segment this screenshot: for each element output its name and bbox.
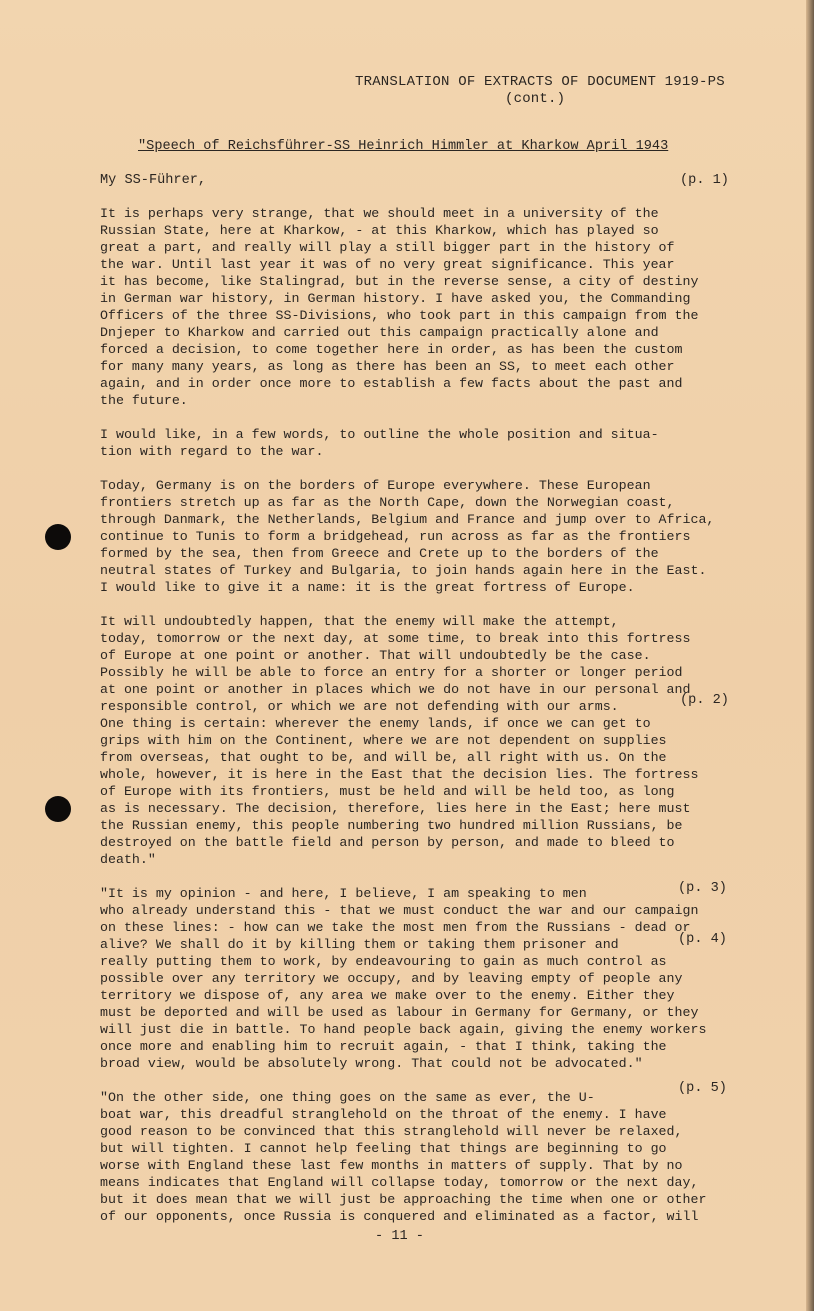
punch-hole xyxy=(45,796,71,822)
paragraph xyxy=(100,1089,740,1225)
text-line: Officers of the three SS-Divisions, who took part in this campaign from the xyxy=(100,308,699,323)
text-line: once more and enabling him to recruit again, - that I think, taking the xyxy=(100,1039,667,1054)
text-line: I would like to give it a name: it is the great fortress of Europe. xyxy=(100,580,635,595)
document-header xyxy=(355,74,735,108)
punch-hole xyxy=(45,524,71,550)
page-ref-4: (p. 4) xyxy=(678,932,727,947)
paragraph xyxy=(100,205,740,409)
paragraph xyxy=(100,613,740,868)
salutation: My SS-Führer, xyxy=(100,173,207,188)
text-line: whole, however, it is here in the East that the decision lies. The fortress xyxy=(100,767,699,782)
text-line: frontiers stretch up as far as the North Cape, down the Norwegian coast, xyxy=(100,495,675,510)
text-line: tion with regard to the war. xyxy=(100,444,324,459)
text-line: broad view, would be absolutely wrong. That could not be advocated." xyxy=(100,1056,643,1071)
text-line: Dnjeper to Kharkow and carried out this campaign practically alone and xyxy=(100,325,659,340)
text-line: the future. xyxy=(100,393,188,408)
text-line: Possibly he will be able to force an entry for a shorter or longer period xyxy=(100,665,683,680)
text-line: as is necessary. The decision, therefore, lies here in the East; here must xyxy=(100,801,691,816)
header-continued: (cont.) xyxy=(505,91,566,107)
text-line: neutral states of Turkey and Bulgaria, to join hands again here in the East. xyxy=(100,563,707,578)
text-line: responsible control, or which we are not defending with our arms. xyxy=(100,699,619,714)
text-line: it has become, like Stalingrad, but in the reverse sense, a city of destiny xyxy=(100,274,699,289)
page-ref-5: (p. 5) xyxy=(678,1081,727,1096)
text-line: territory we dispose of, any area we make over to the enemy. Either they xyxy=(100,988,675,1003)
text-line: means indicates that England will collapse today, tomorrow or the next day, xyxy=(100,1175,699,1190)
text-line: the war. Until last year it was of no very great significance. This year xyxy=(100,257,675,272)
text-line: alive? We shall do it by killing them or taking them prisoner and xyxy=(100,937,619,952)
text-line: good reason to be convinced that this stranglehold will never be relaxed, xyxy=(100,1124,683,1139)
text-line: grips with him on the Continent, where we are not dependent on supplies xyxy=(100,733,667,748)
paragraph xyxy=(100,426,740,460)
text-line: from overseas, that ought to be, and will be, all right with us. On the xyxy=(100,750,667,765)
text-line: Today, Germany is on the borders of Europe everywhere. These European xyxy=(100,478,651,493)
text-line: really putting them to work, by endeavouring to gain as much control as xyxy=(100,954,667,969)
text-line: It will undoubtedly happen, that the enemy will make the attempt, xyxy=(100,614,619,629)
text-line: continue to Tunis to form a bridgehead, run across as far as the frontiers xyxy=(100,529,691,544)
text-line: "On the other side, one thing goes on the same as ever, the U- xyxy=(100,1090,595,1105)
text-line: great a part, and really will play a still bigger part in the history of xyxy=(100,240,675,255)
text-line: must be deported and will be used as labour in Germany for Germany, or they xyxy=(100,1005,699,1020)
text-line: will just die in battle. To hand people back again, giving the enemy workers xyxy=(100,1022,707,1037)
text-line: of our opponents, once Russia is conquered and eliminated as a factor, will xyxy=(100,1209,699,1224)
text-line: worse with England these last few months in matters of supply. That by no xyxy=(100,1158,683,1173)
text-line: at one point or another in places which we do not have in our personal and xyxy=(100,682,691,697)
text-line: today, tomorrow or the next day, at some time, to break into this fortress xyxy=(100,631,691,646)
paragraph xyxy=(100,885,740,1072)
text-line: who already understand this - that we must conduct the war and our campaign xyxy=(100,903,699,918)
text-line: possible over any territory we occupy, and by leaving empty of people any xyxy=(100,971,683,986)
text-line: forced a decision, to come together here in order, as has been the custom xyxy=(100,342,683,357)
page-ref-3: (p. 3) xyxy=(678,881,727,896)
speech-title: "Speech of Reichsführer-SS Heinrich Himmler at Kharkow April 1943 xyxy=(138,139,669,154)
text-line: through Danmark, the Netherlands, Belgium and France and jump over to Africa, xyxy=(100,512,715,527)
text-line: "It is my opinion - and here, I believe, I am speaking to men xyxy=(100,886,587,901)
text-line: of Europe with its frontiers, must be held and will be held too, as long xyxy=(100,784,675,799)
document-body xyxy=(100,205,740,1242)
text-line: destroyed on the battle field and person by person, and made to bleed to xyxy=(100,835,675,850)
text-line: again, and in order once more to establish a few facts about the past and xyxy=(100,376,683,391)
page-ref-2: (p. 2) xyxy=(680,693,729,708)
paragraph xyxy=(100,477,740,596)
text-line: of Europe at one point or another. That will undoubtedly be the case. xyxy=(100,648,651,663)
page-edge-shadow xyxy=(806,0,814,1311)
text-line: but will tighten. I cannot help feeling that things are beginning to go xyxy=(100,1141,667,1156)
text-line: formed by the sea, then from Greece and Crete up to the borders of the xyxy=(100,546,659,561)
text-line: boat war, this dreadful stranglehold on the throat of the enemy. I have xyxy=(100,1107,667,1122)
text-line: but it does mean that we will just be approaching the time when one or other xyxy=(100,1192,707,1207)
text-line: It is perhaps very strange, that we should meet in a university of the xyxy=(100,206,659,221)
text-line: in German war history, in German history. I have asked you, the Commanding xyxy=(100,291,691,306)
page-ref-1: (p. 1) xyxy=(680,173,729,188)
text-line: on these lines: - how can we take the most men from the Russians - dead or xyxy=(100,920,691,935)
text-line: for many many years, as long as there has been an SS, to meet each other xyxy=(100,359,675,374)
header-title: TRANSLATION OF EXTRACTS OF DOCUMENT 1919-PS xyxy=(355,74,725,90)
text-line: death." xyxy=(100,852,156,867)
text-line: I would like, in a few words, to outline the whole position and situa- xyxy=(100,427,659,442)
text-line: the Russian enemy, this people numbering two hundred million Russians, be xyxy=(100,818,683,833)
text-line: Russian State, here at Kharkow, - at this Kharkow, which has played so xyxy=(100,223,659,238)
page-number: - 11 - xyxy=(375,1229,424,1244)
text-line: One thing is certain: wherever the enemy lands, if once we can get to xyxy=(100,716,651,731)
